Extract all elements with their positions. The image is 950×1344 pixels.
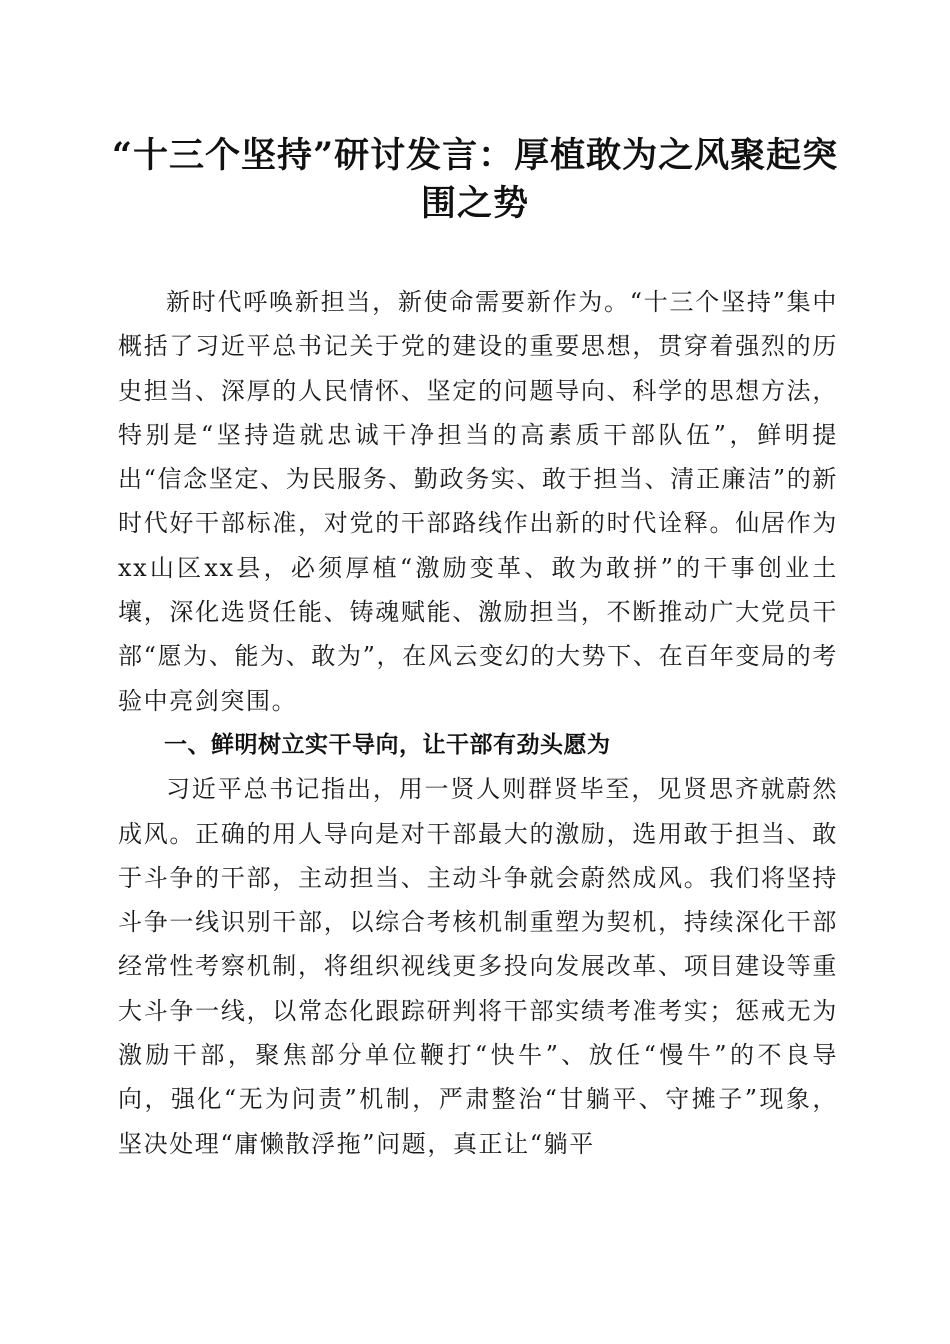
document-title: “十三个坚持”研讨发言：厚植敢为之风聚起突围之势 <box>111 135 839 224</box>
section-1-paragraph: 习近平总书记指出，用一贤人则群贤毕至，见贤思齐就蔚然成风。正确的用人导向是对干部最大的激励，选用敢于担当、敢于斗争的干部，主动担当、主动斗争就会蔚然成风。我们将坚持斗争一线识别干部，以综合考核机制重塑为契机，持续深化干部经常性考察机制，将组织视线更多投向发展改革、项目建设等重大斗争一线，以常态化跟踪研判将干部实绩考准考实；惩戒无为激励干部，聚焦部分单位鞭打“快牛”、放任“慢牛”的不良导向，强化“无为问责”机制，严肃整治“甘躺平、守摊子”现象，坚决处理“庸懒散浮拖”问题，真正让“躺平 <box>118 775 838 1158</box>
intro-paragraph: 新时代呼唤新担当，新使命需要新作为。“十三个坚持”集中概括了习近平总书记关于党的建设的重要思想，贯穿着强烈的历史担当、深厚的人民情怀、坚定的问题导向、科学的思想方法，特别是“坚持造就忠诚干净担当的高素质干部队伍”，鲜明提出“信念坚定、为民服务、勤政务实、敢于担当、清正廉洁”的新时代好干部标准，对党的干部路线作出新的时代诠释。仙居作为xx山区xx县，必须厚植“激励变革、敢为敢拼”的干事创业土壤，深化选贤任能、铸魂赋能、激励担当，不断推动广大党员干部“愿为、能为、敢为”，在风云变幻的大势下、在百年变局的考验中亮剑突围。 <box>118 288 838 715</box>
document-body <box>118 280 838 1166</box>
section-heading-1: 一、鲜明树立实干导向，让干部有劲头愿为 <box>164 731 611 758</box>
